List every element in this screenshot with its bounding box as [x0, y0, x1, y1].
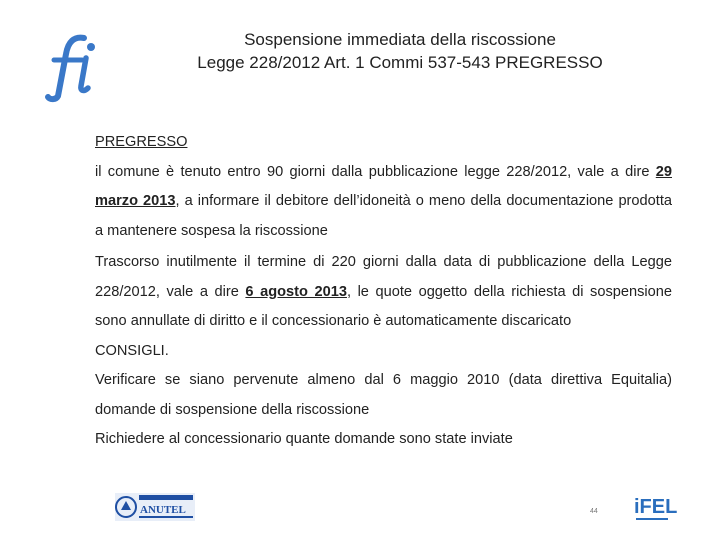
paragraph-deadline-220 [95, 248, 672, 337]
anutel-logo-text: ANUTEL [140, 504, 186, 516]
title-line-1: Sospensione immediata della riscossione [244, 30, 556, 49]
paragraph-richiedere: Richiedere al concessionario quante domande sono state inviate [95, 431, 513, 447]
p2-text-a: Trascorso inutilmente il termine di 220 giorni dalla data di pubblicazione della Legge 228/2012, vale a dire [95, 254, 672, 300]
p1-text-b: , a informare il debitore dell’idoneità o meno della documentazione prodotta a mantenere sospesa la riscossione [95, 193, 672, 239]
p1-text-a: il comune è tenuto entro 90 giorni dalla pubblicazione legge 228/2012, vale a dire [95, 163, 656, 180]
paragraph-deadline-90 [95, 158, 672, 247]
date-29-marzo: 29 marzo 2013 [95, 163, 672, 209]
slide-title [120, 28, 680, 74]
section-heading: PREGRESSO [95, 134, 188, 150]
anutel-logo [115, 493, 195, 521]
ifel-logo-text: iFEL [634, 496, 678, 518]
fi-logo [44, 34, 98, 100]
slide-body [95, 128, 672, 455]
consigli-heading: CONSIGLI. [95, 342, 169, 359]
title-line-2: Legge 228/2012 Art. 1 Commi 537-543 PREGRESSO [197, 53, 603, 72]
page-number: 44 [590, 508, 598, 515]
ifel-logo [634, 491, 678, 525]
date-6-agosto: 6 agosto 2013 [245, 283, 347, 300]
paragraph-verificare: Verificare se siano pervenute almeno dal 6 maggio 2010 (data direttiva Equitalia) domande di sospensione della riscossione [95, 372, 672, 418]
p2-text-b: , le quote oggetto della richiesta di sospensione sono annullate di diritto e il concessionario è automaticamente discaricato [95, 283, 672, 329]
